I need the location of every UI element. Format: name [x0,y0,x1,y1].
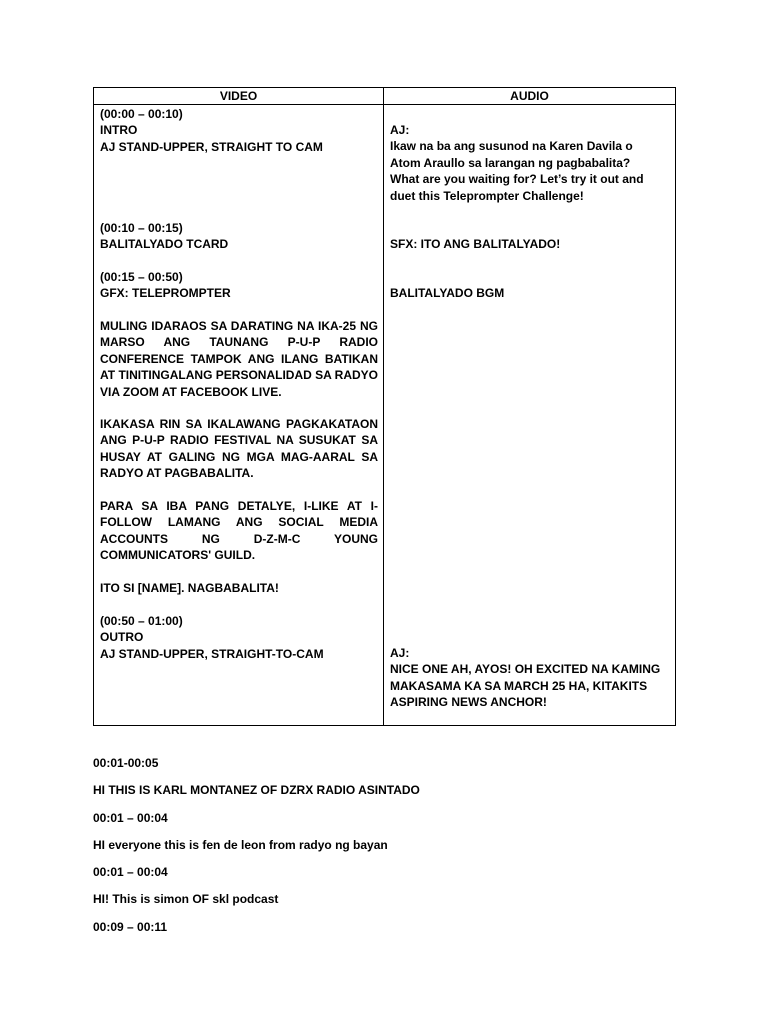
note-timecode: 00:01 – 00:04 [93,865,168,880]
note-greeting: HI THIS IS KARL MONTANEZ OF DZRX RADIO ASINTADO [93,783,420,798]
gfx-label: GFX: TELEPROMPTER [100,286,231,301]
intro-timecode: (00:00 – 00:10) [100,107,183,121]
teleprompter-paragraph-2: IKAKASA RIN SA IKALAWANG PAGKAKATAON ANG P-U-P RADIO FESTIVAL NA SUSUKAT SA HUSAY AT GALING NG MGA MAG-AARAL SA RADYO AT PAGBABALITA. [100,417,378,481]
notes-section [93,755,693,946]
video-column-header: VIDEO [94,88,384,105]
audio-cell [384,105,676,726]
bgm-line: BALITALYADO BGM [390,286,505,300]
note-greeting: HI! This is simon OF skl podcast [93,892,279,907]
audio-intro-line: Atom Araullo sa larangan ng pagbabalita? [390,155,631,170]
note-timecode: 00:01-00:05 [93,756,159,770]
gfx-cue [100,269,378,302]
audio-intro-line: duet this Teleprompter Challenge! [390,188,584,203]
teleprompter-paragraph-1: MULING IDARAOS SA DARATING NA IKA-25 NG MARSO ANG TAUNANG P-U-P RADIO CONFERENCE TAMPOK ANG ILANG BATIKAN AT TINITINGALANG PERSONALIDAD SA RADYO VIA ZOOM AT FACEBOOK LIVE. [100,319,378,399]
teleprompter-paragraph-3: PARA SA IBA PANG DETALYE, I-LIKE AT I-FOLLOW LAMANG ANG SOCIAL MEDIA ACCOUNTS NG D-Z-M-C YOUNG COMMUNICATORS' GUILD. [100,499,378,563]
intro-cue [100,106,378,155]
audio-outro-block [390,645,672,711]
table-header-row [94,88,676,105]
audio-intro-block [390,122,672,204]
audio-outro-line: NICE ONE AH, AYOS! OH EXCITED NA KAMING [390,662,661,677]
tcard-label: BALITALYADO TCARD [100,237,229,252]
audio-outro-line: ASPIRING NEWS ANCHOR! [390,695,547,710]
tcard-timecode: (00:10 – 00:15) [100,221,183,235]
outro-timecode: (00:50 – 01:00) [100,614,183,628]
audio-speaker-label: AJ: [390,646,410,660]
outro-cue [100,613,378,662]
signoff-line: ITO SI [NAME]. NAGBABALITA! [100,581,279,595]
note-timecode: 00:09 – 00:11 [93,919,168,934]
sfx-line: SFX: ITO ANG BALITALYADO! [390,237,561,251]
intro-direction: AJ STAND-UPPER, STRAIGHT TO CAM [100,139,323,154]
audio-intro-line: Ikaw na ba ang susunod na Karen Davila o [390,139,633,154]
tcard-cue [100,220,378,253]
audio-intro-line: What are you waiting for? Let’s try it out and [390,172,644,187]
video-cell [94,105,384,726]
note-timecode: 00:01 – 00:04 [93,810,168,825]
audio-column-header: AUDIO [384,88,676,105]
audio-speaker-label: AJ: [390,123,410,137]
outro-label: OUTRO [100,630,144,645]
gfx-timecode: (00:15 – 00:50) [100,270,183,284]
audio-outro-line: MAKASAMA KA SA MARCH 25 HA, KITAKITS [390,678,648,693]
script-table [93,87,676,726]
intro-label: INTRO [100,123,138,138]
outro-direction: AJ STAND-UPPER, STRAIGHT-TO-CAM [100,646,324,661]
note-greeting: HI everyone this is fen de leon from radyo ng bayan [93,837,388,852]
script-row [94,105,676,726]
